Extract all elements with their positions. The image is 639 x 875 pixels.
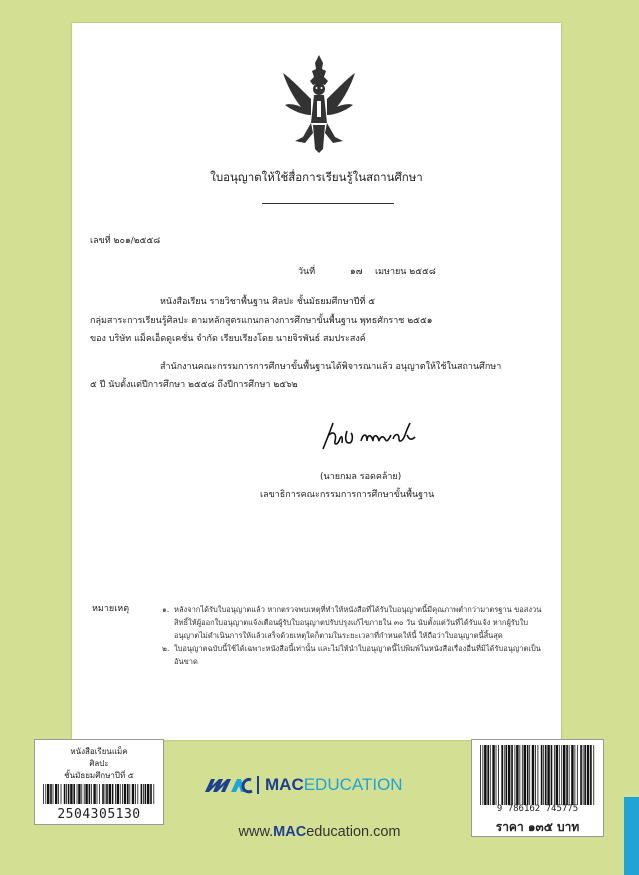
body-line-5: ๕ ปี นับตั้งแต่ปีการศึกษา ๒๕๕๘ ถึงปีการศึกษา ๒๕๖๒ xyxy=(90,380,298,390)
license-number: เลขที่ ๒๐๑/๒๕๕๘ xyxy=(90,236,161,246)
brand-name-light: EDUCATION xyxy=(303,775,403,794)
isbn-digits: 9 786162 745775 xyxy=(496,804,579,814)
signer-position: เลขาธิการคณะกรรมการการศึกษาขั้นพื้นฐาน xyxy=(260,490,435,500)
url-suffix: education.com xyxy=(306,824,401,840)
note-text: ใบอนุญาตฉบับนี้ใช้ได้เฉพาะหนังสือนี้เท่านั้น และไม่ให้นำใบอนุญาตนี้ไปพิมพ์ในหนังสือเรื่องอื่นที่มิได้รับอนุญาตเป็นอันขาด xyxy=(174,644,541,666)
accent-tab xyxy=(624,797,639,875)
mac-logo-icon xyxy=(203,776,253,794)
price-label: ราคา ๑๓๕ บาท xyxy=(495,820,580,834)
body-line-1: หนังสือเรียน รายวิชาพื้นฐาน ศิลปะ ชั้นมัธยมศึกษาปีที่ ๕ xyxy=(160,297,376,307)
title-underline xyxy=(262,203,394,204)
note-item xyxy=(162,642,542,668)
note-number: ๑. xyxy=(162,605,170,614)
note-number: ๒. xyxy=(162,644,170,653)
signer-name: (นายกมล รอดคล้าย) xyxy=(320,472,402,482)
isbn-box xyxy=(471,739,604,837)
body-line-4: สำนักงานคณะกรรมการการศึกษาขั้นพื้นฐานได้พิจารณาแล้ว อนุญาตให้ใช้ในสถานศึกษา xyxy=(160,362,502,372)
body-line-3: ของ บริษัท แม็คเอ็ดดูเคชั่น จำกัด เรียบเรียงโดย นายจิรพันธ์ สมประสงค์ xyxy=(90,334,366,344)
logo-divider xyxy=(257,776,259,794)
book-label xyxy=(34,739,164,825)
brand-logo xyxy=(203,775,403,795)
letter-title: ใบอนุญาตให้ใช้สื่อการเรียนรู้ในสถานศึกษา xyxy=(210,170,423,184)
label-line-3: ชั้นมัธยมศึกษาปีที่ ๕ xyxy=(64,771,134,780)
date-month-year: เมษายน ๒๕๕๘ xyxy=(375,267,436,277)
barcode-small xyxy=(43,784,155,804)
label-line-1: หนังสือเรียนแม็ค xyxy=(70,747,128,756)
date-label: วันที่ xyxy=(298,267,316,277)
body-line-2: กลุ่มสาระการเรียนรู้ศิลปะ ตามหลักสูตรแกนกลางการศึกษาขั้นพื้นฐาน พุทธศักราช ๒๕๕๑ xyxy=(90,316,433,326)
note-item xyxy=(162,603,542,642)
label-line-2: ศิลปะ xyxy=(89,759,109,768)
garuda-emblem xyxy=(281,53,357,155)
isbn-barcode xyxy=(480,745,595,805)
notes-list xyxy=(162,603,542,668)
handwritten-signature xyxy=(317,421,427,451)
url-prefix: www. xyxy=(238,824,274,840)
notes-label: หมายเหตุ xyxy=(92,604,130,614)
date-day: ๑๗ xyxy=(350,267,363,277)
product-code: 2504305130 xyxy=(57,807,141,822)
brand-name-bold: MAC xyxy=(265,775,304,794)
license-letter xyxy=(72,23,561,740)
url-bold: MAC xyxy=(273,824,307,840)
note-text: หลังจากได้รับใบอนุญาตแล้ว หากตรวจพบเหตุที่ทำให้หนังสือที่ได้รับใบอนุญาตนี้มีคุณภาพต่ำกว่ามาตรฐาน ขอสงวนสิทธิ์ให้ผู้ออกใบอนุญาตแจ้งเตือนผู้รับใบอนุญาตปรับปรุงแก้ไขภายใน ๓๐ วัน นับตั้งแต่วันที่ได้รับแจ้ง หากผู้รับใบอนุญาตไม่ดำเนินการให้แล้วเสร็จด้วยเหตุใดก็ตามในระยะเวลาที่กำหนดให้นี้ ให้ถือว่าใบอนุญาตนี้สิ้นสุด xyxy=(174,605,542,640)
